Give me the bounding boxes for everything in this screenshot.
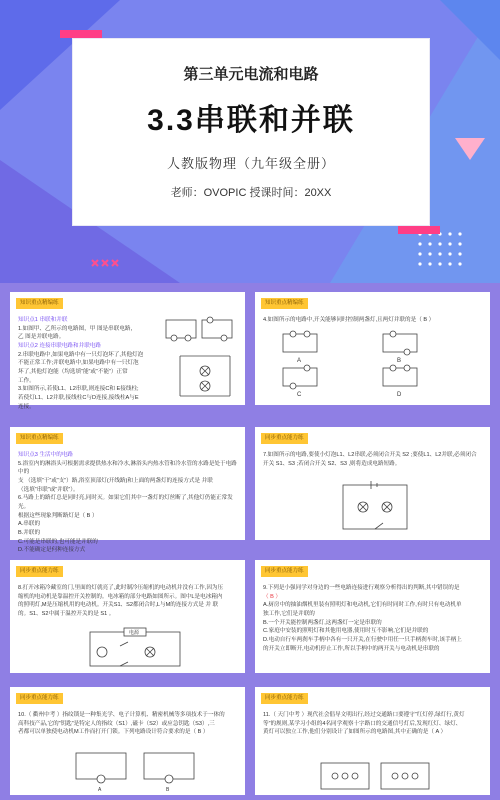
slide-2[interactable] (255, 292, 490, 405)
circuit-figure (335, 479, 415, 535)
slide-text (18, 584, 238, 619)
text-line: 若使灯L1、L2并联,接线柱C与D连接,接线柱A与E (18, 394, 139, 401)
slide-text (263, 584, 483, 653)
text-line: 10.（ 衢州中考 ）指纹锁是一种集光学、电子计算机、精密机械等多项技术于一体的 (18, 712, 225, 718)
section-tag: 知识重点精编练 (16, 433, 63, 444)
text-line: （ B ） (263, 593, 282, 600)
slide-4[interactable] (255, 427, 490, 540)
text-line: 独工作,它们是并联的 (263, 610, 315, 617)
text-line: 支 （选填“干”或“支”）路,浴室顶部灯(开线路)和上面的两盏灯的连接方式是 并联 (18, 477, 213, 484)
text-line: A.串联的 (18, 521, 41, 528)
title-slide (0, 0, 500, 283)
text-line: 1.如图甲、乙所示的电路图，甲 图是串联电路， (18, 325, 137, 332)
traffic-light-circuit-figure (315, 759, 435, 793)
slide-text (18, 451, 238, 555)
main-title: 3.3串联和并联 (147, 104, 355, 137)
option-label: A (297, 358, 302, 364)
text-line: 坏了,其他灯泡能（均选填“能”或“不能”）正常 (18, 368, 128, 375)
lock-circuit-figure (70, 749, 200, 793)
section-tag: 同步重点能力练 (261, 433, 308, 444)
text-line: D.电动自行车两刹车手柄中各有一只开关,在行驶中用任一只手柄刹车时,该手柄上 (263, 636, 462, 643)
text-line: 知识点1 串联和并联 (18, 317, 68, 323)
text-line: 连接。 (18, 403, 35, 410)
text-line: 开关 S1、S3 ;若闭合开关 S2、S3 ,则将造成电路短路。 (263, 460, 401, 467)
slide-7[interactable] (10, 687, 245, 795)
edition-label: 人教版物理（九年级全册） (166, 156, 335, 171)
fridge-circuit-figure (80, 626, 190, 670)
text-line: 11.（ 天门中考 ）现代社会倡导文明出行,经过交通路口要遵守“红灯停,绿灯行,黄灯 (263, 712, 465, 718)
text-line: 者都可以单独使电动机M工作而打开门锁。下列电路设计符合要求的是（ B ） (18, 729, 209, 736)
text-line: D.不能确定是何种连接方式 (18, 547, 86, 554)
supply-label: 电源 (129, 630, 140, 636)
section-tag: 同步重点能力练 (16, 693, 63, 704)
text-line: 高科技产品,它的“钥匙”是特定人的指纹（S1）,磁卡（S2）或应急钥匙（S3）,三 (18, 720, 215, 727)
circuit-options-figure (275, 330, 475, 400)
text-line: 等”的规则,某学习小组的4名同学观察十字路口的交通信号灯后,发现红灯、绿灯、 (263, 720, 462, 727)
text-line: 6.马路上的路灯总是同时亮,同时灭。如果它们其中一盏灯的灯丝断了,其他灯仍能正常发光。 (18, 495, 233, 510)
section-tag: 同步重点能力练 (16, 566, 63, 577)
circuit-figure (160, 316, 240, 400)
text-line: （选填“串联”或“并联”）。 (18, 486, 79, 493)
text-line: 知识点2 连接串联电路和并联电路 (18, 342, 101, 349)
slide-text (263, 451, 483, 468)
text-line: 不能正常工作;并联电路中,如果电路中有一只灯泡 (18, 360, 139, 367)
text-line: 9.下列是小强同学对身边的一些电路连接进行观察分析得出的判断,其中错误的是 (263, 585, 460, 591)
text-line: 的照明灯,M是压缩机用的电动机。开关S1、S2都闭合时,L与M的连接方式是 并 联 (18, 602, 219, 609)
slide-text (18, 316, 158, 411)
slide-text (18, 711, 238, 737)
option-label: A (98, 787, 102, 793)
slide-text (263, 711, 483, 737)
text-line: 4.如图所示的电路中,开关能够同时控制两盏灯,且两灯并联的是（ B ） (263, 317, 435, 323)
pink-accent-bar-top (60, 30, 102, 38)
pink-accent-bar-bottom (398, 226, 440, 234)
slide-6[interactable] (255, 560, 490, 673)
text-line: 7.如图所示的电路,要使小灯泡L1、L2串联,必须闭合开关 S2 ;要使L1、L2并联,必须闭合 (263, 452, 477, 458)
teacher-info: 老师：OVOPIC 授课时间：20XX (170, 187, 332, 199)
text-line: B.并联的 (18, 529, 41, 536)
option-label: C (297, 392, 302, 398)
unit-title: 第三单元电流和电路 (183, 66, 319, 83)
text-line: 乙 图是并联电路。 (18, 334, 65, 341)
slide-8[interactable] (255, 687, 490, 795)
text-line: 工作。 (18, 377, 35, 384)
text-line: B.一个开关能控制两盏灯,这两盏灯一定是串联的 (263, 619, 382, 626)
section-tag: 同步重点能力练 (261, 693, 308, 704)
option-label: B (397, 358, 402, 364)
slide-text (263, 316, 483, 325)
text-line: C.可能是串联的,也可能是并联的 (18, 538, 98, 545)
text-line: 2.串联电路中,如果电路中有一只灯泡坏了,其他灯泡 (18, 351, 144, 358)
text-line: A.厨房中的抽油烟机里装有照明灯和电动机,它们有时同时工作,有时只有电动机单 (263, 602, 462, 609)
text-line: C.家庭中安装的照明灯和其他用电器,使用时互不影响,它们是并联的 (263, 628, 429, 635)
title-card (72, 38, 430, 226)
text-line: 5.浴室内的淋浴头可根据需求提供热水和冷水,淋浴头内热水管和冷水管的水路是处于电路中的 (18, 460, 237, 476)
option-label: B (166, 787, 170, 793)
text-line: 黄灯可以独立工作,他们分别设计了如图所示的电路图,其中正确的是（ A ） (263, 729, 447, 736)
text-line: 知识点3 生活中的电路 (18, 452, 74, 458)
option-label: D (397, 392, 402, 398)
text-line: 3.如图所示,若使L1、L2串联,则连接C和 E接线柱; (18, 386, 139, 393)
slide-5[interactable] (10, 560, 245, 673)
section-tag: 知识重点精编练 (16, 298, 63, 309)
slide-3[interactable] (10, 427, 245, 554)
text-line: 根据这些现象判断路灯是（ B ） (18, 512, 98, 519)
section-tag: 同步重点能力练 (261, 566, 308, 577)
text-line: 的。S1、S2中属于温控开关的是 S1 。 (18, 610, 115, 617)
text-line: 8.打开冰箱冷藏室的门,里面的灯就亮了,此时制冷压缩机的电动机并没有工作,因为压 (18, 585, 224, 591)
slide-1[interactable] (10, 292, 245, 410)
section-tag: 知识重点精编练 (261, 298, 308, 309)
text-line: 的开关立即断开,电动机停止工作,所以手柄中的两开关与电动机是串联的 (263, 645, 440, 652)
text-line: 缩机的电动机是靠温控开关控制的。电冰箱的部分电路如图所示。图中L是电冰箱内 (18, 593, 223, 600)
